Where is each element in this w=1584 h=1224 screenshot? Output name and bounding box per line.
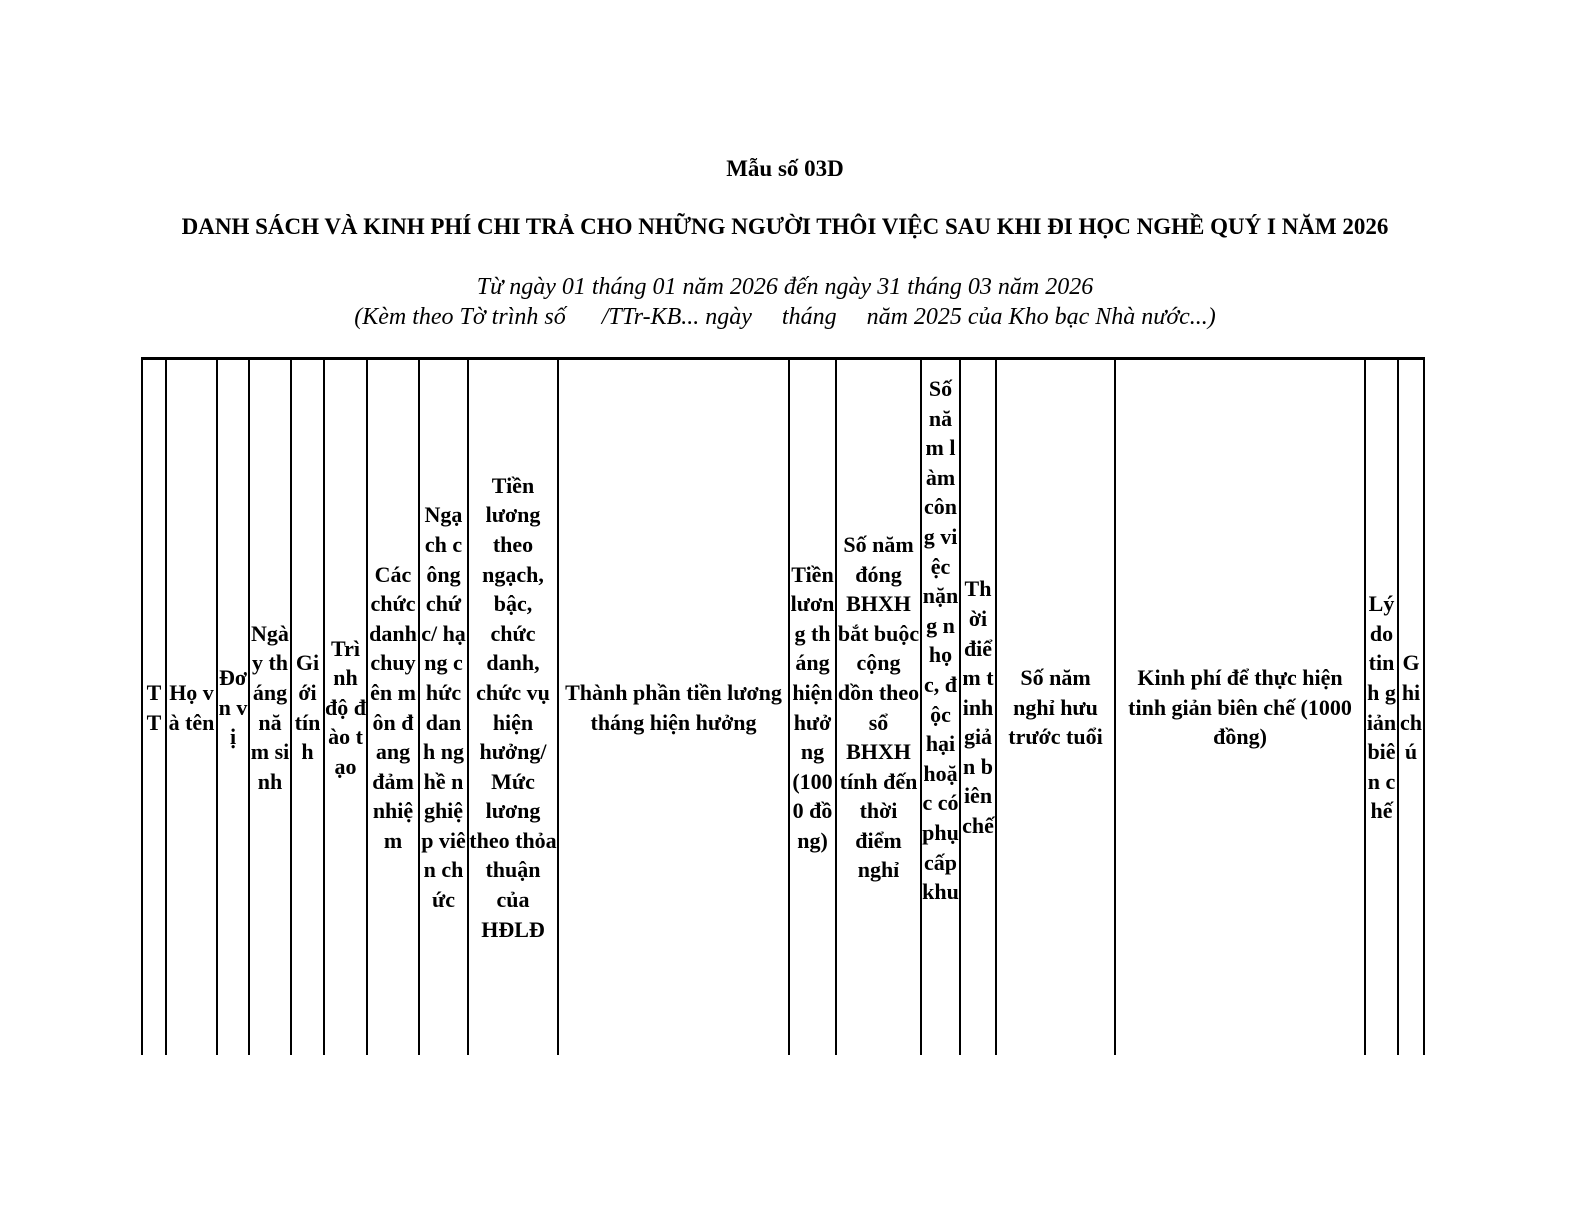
- column-header-salary-components: Thành phần tiền lương tháng hiện hưởng: [557, 360, 788, 1055]
- column-header-full-name: Họ và tên: [165, 360, 216, 1055]
- column-header-early-retirement-years: Số năm nghỉ hưu trước tuổi: [995, 360, 1114, 1055]
- column-header-streamlining-funding: Kinh phí để thực hiện tinh giản biên chế (1000 đồng): [1114, 360, 1364, 1055]
- list-table: [141, 357, 1425, 1052]
- column-header-notes: Ghi chú: [1397, 360, 1425, 1055]
- column-header-gender: Giới tính: [290, 360, 323, 1055]
- period-line: Từ ngày 01 tháng 01 năm 2026 đến ngày 31 tháng 03 năm 2026: [476, 274, 1094, 300]
- document-title: DANH SÁCH VÀ KINH PHÍ CHI TRẢ CHO NHỮNG NGƯỜI THÔI VIỆC SAU KHI ĐI HỌC NGHỀ QUÝ I NĂM 2026: [181, 214, 1389, 239]
- column-header-hazardous-work-years: Số năm làm công việc nặng nhọc, độc hại hoặc có phụ cấp khu: [920, 360, 959, 1055]
- column-header-education-level: Trình độ đào tạo: [323, 360, 366, 1055]
- column-header-tt: TT: [141, 360, 165, 1055]
- form-number: Mẫu số 03D: [726, 156, 844, 181]
- column-header-current-monthly-salary: Tiền lương tháng hiện hưởng (1000 đồng): [788, 360, 835, 1055]
- column-header-date-of-birth: Ngày tháng năm sinh: [248, 360, 290, 1055]
- column-header-streamlining-time: Thời điểm tinh giản biên chế: [959, 360, 995, 1055]
- column-header-streamlining-reason: Lý do tinh giản biên chế: [1364, 360, 1397, 1055]
- column-header-unit: Đơn vị: [216, 360, 248, 1055]
- column-header-positions-held: Các chức danh chuyên môn đang đảm nhiệm: [366, 360, 418, 1055]
- column-header-salary-by-rank: Tiền lương theo ngạch, bậc, chức danh, chức vụ hiện hưởng/ Mức lương theo thỏa thuận của HĐLĐ: [467, 360, 557, 1055]
- column-header-civil-servant-rank: Ngạch công chức/ hạng chức danh nghề nghiệp viên chức: [418, 360, 467, 1055]
- attachment-line: (Kèm theo Tờ trình số /TTr-KB... ngày tháng năm 2025 của Kho bạc Nhà nước...): [354, 304, 1216, 330]
- column-header-social-insurance-years: Số năm đóng BHXH bắt buộc cộng dồn theo sổ BHXH tính đến thời điểm nghỉ: [835, 360, 920, 1055]
